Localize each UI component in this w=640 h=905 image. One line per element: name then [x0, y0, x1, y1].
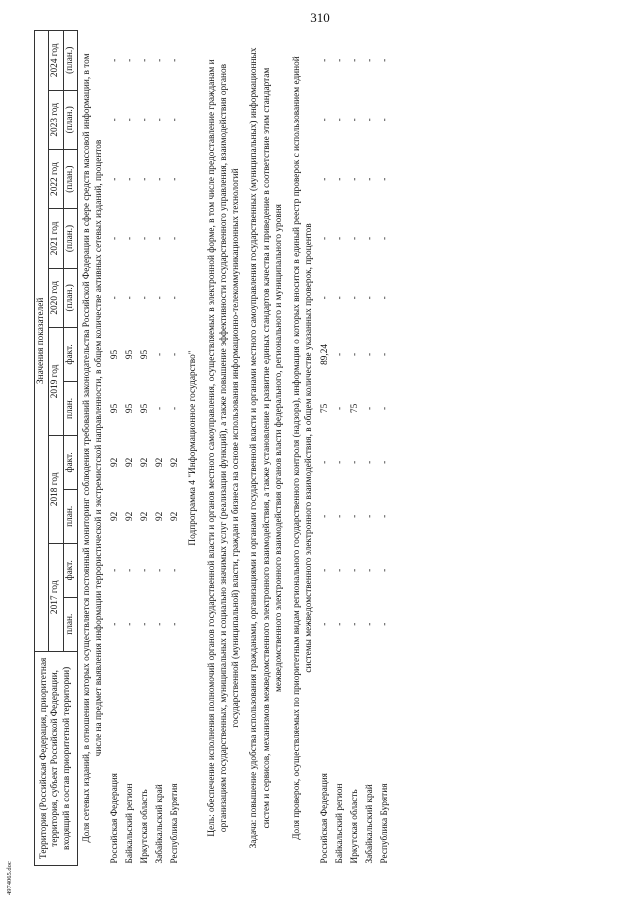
value-cell: - [335, 514, 346, 518]
value-cell: - [380, 514, 391, 518]
value-cell: - [320, 118, 331, 122]
value-cell: - [125, 118, 136, 122]
value-cell: 92 [155, 457, 166, 468]
value-cell: - [155, 236, 166, 241]
value-cell: - [140, 568, 151, 572]
value-cell: - [380, 118, 391, 122]
value-cell: - [335, 622, 346, 626]
section-title: Доля сетевых изданий, в отношении которых осуществляется постоянный мониторинг соблюдения требований законодательства Российской Федерации в сфере средств массовой информации, в том числе на предмет выявления информации террористической и экстремистской направленности, в общем количестве активных сетевых изданий, процентов [81, 53, 105, 843]
value-cell: - [335, 406, 346, 410]
task-row [245, 31, 288, 866]
territory-name: Российская Федерация [320, 773, 331, 864]
value-cell: - [125, 177, 136, 181]
fact-header: факт. [63, 327, 77, 381]
value-cell: - [155, 58, 166, 62]
value-cell: - [380, 460, 391, 464]
value-cell: - [170, 352, 181, 357]
value-cell: - [350, 296, 361, 300]
year-header: 2023 год [49, 90, 63, 149]
table-row [349, 31, 364, 866]
value-cell: 92 [140, 511, 151, 521]
value-cell: - [380, 352, 391, 357]
value-cell: - [335, 352, 346, 357]
value-cell: 75 [320, 403, 331, 414]
value-cell: - [350, 118, 361, 122]
value-cell: - [110, 177, 121, 181]
value-cell: - [335, 236, 346, 241]
value-cell: - [110, 58, 121, 62]
value-cell: - [170, 296, 181, 300]
plan-header: план. [63, 489, 77, 543]
value-cell: - [110, 236, 121, 241]
value-cell: - [110, 296, 121, 300]
value-cell: 95 [110, 403, 121, 414]
plan-header: план. [63, 597, 77, 651]
table-row [154, 31, 169, 866]
value-cell: - [320, 568, 331, 572]
value-cell: - [350, 514, 361, 518]
indicators-table [34, 30, 394, 866]
value-cell: - [125, 622, 136, 626]
value-cell: - [365, 236, 376, 241]
value-cell: - [380, 236, 391, 241]
value-cell: - [125, 236, 136, 241]
subprogram-row [184, 31, 203, 866]
year-header: 2024 год [49, 31, 63, 91]
value-cell: - [335, 568, 346, 572]
value-cell: 92 [170, 511, 181, 521]
goal-text: Цель: обеспечение исполнения полномочий органов государственной власти и органов местного самоуправления, осуществляемых в электронной форме, в том числе предоставление гражданам и организациям государственных, муниципальных и социально значимых услуг (реализации функций), а также повышение эффективности государственного управления, взаимодействия органов государственной (муниципальной) власти, граждан и бизнеса на основе использования информационно-телекоммуникационных технологий [206, 59, 242, 837]
table-row [124, 31, 139, 866]
value-cell: - [365, 568, 376, 572]
territory-name: Российская Федерация [110, 773, 121, 864]
territory-name: Забайкальский край [155, 784, 166, 864]
indicators-header: Значения показателей [35, 31, 49, 652]
value-cell: - [170, 58, 181, 62]
year-header: 2019 год [49, 327, 63, 435]
value-cell: - [155, 352, 166, 357]
value-cell: - [335, 58, 346, 62]
value-cell: - [365, 58, 376, 62]
year-header: 2020 год [49, 268, 63, 327]
value-cell: - [365, 514, 376, 518]
value-cell: 95 [125, 349, 136, 360]
territory-name: Республика Бурятия [380, 783, 391, 864]
value-cell: - [365, 177, 376, 181]
table-row [169, 31, 184, 866]
value-cell: - [110, 622, 121, 626]
territory-header: Территория (Российская Федерация, приоритетная территория, субъект Российской Федерации, входящий в состав приоритетной территории) [35, 651, 78, 865]
value-cell: - [380, 622, 391, 626]
rotated-page [34, 30, 622, 866]
value-cell: - [170, 118, 181, 122]
year-header: 2017 год [49, 543, 63, 651]
table-row [319, 31, 334, 866]
value-cell: - [155, 118, 166, 122]
table-row [139, 31, 154, 866]
value-cell: - [320, 622, 331, 626]
page-number: 310 [310, 10, 330, 25]
value-cell: - [155, 406, 166, 410]
fact-header: факт. [63, 543, 77, 597]
year-header: 2018 год [49, 435, 63, 543]
table-body [77, 31, 393, 866]
task-text: Задача: повышение удобства использования гражданами, организациями и органами государственной власти и органами местного самоуправления государственных (муниципальных) информационных систем и сервисов, механизмов межведомственного электронного взаимодействия, а также установление и развитие единых стандартов качества и приведение в соответствие этим стандартам межведомственного электронного взаимодействия органов власти федерального, регионального и муниципального уровня [249, 47, 284, 849]
value-cell: 92 [170, 457, 181, 468]
section-title-row [77, 31, 108, 866]
value-cell: - [365, 296, 376, 300]
territory-name: Иркутская область [140, 789, 151, 864]
value-cell: 89,24 [320, 344, 331, 365]
value-cell: - [320, 58, 331, 62]
value-cell: - [335, 296, 346, 300]
value-cell: - [320, 460, 331, 464]
territory-name: Республика Бурятия [170, 783, 181, 864]
value-cell: 92 [110, 511, 121, 521]
value-cell: - [350, 177, 361, 181]
value-cell: - [170, 177, 181, 181]
value-cell: - [155, 177, 166, 181]
value-cell: - [365, 118, 376, 122]
value-cell: 95 [110, 349, 121, 360]
value-cell: - [170, 568, 181, 572]
section-title: Доля проверок, осуществляемых по приоритетным видам регионального государственного контроля (надзора), информация о которых вносится в единый реестр проверок с использованием единой системы межведомственного электронного взаимодействия, в общем количестве указанных проверок, процентов [292, 56, 315, 840]
value-cell: - [350, 352, 361, 357]
value-cell: - [320, 514, 331, 518]
value-cell: 92 [125, 457, 136, 468]
value-cell: - [125, 58, 136, 62]
value-cell: - [125, 568, 136, 572]
value-cell: - [335, 460, 346, 464]
value-cell: 95 [140, 403, 151, 414]
value-cell: - [320, 177, 331, 181]
value-cell: - [335, 118, 346, 122]
value-cell: - [365, 352, 376, 357]
value-cell: 92 [140, 457, 151, 468]
value-cell: - [140, 296, 151, 300]
fact-header: факт. [63, 435, 77, 489]
value-cell: - [170, 622, 181, 626]
value-cell: - [350, 622, 361, 626]
plan-header: (план.) [63, 90, 77, 149]
value-cell: - [155, 296, 166, 300]
plan-header: (план.) [63, 268, 77, 327]
value-cell: - [170, 406, 181, 410]
value-cell: - [380, 568, 391, 572]
subprogram-title: Подпрограмма 4 "Информационное государство" [187, 350, 198, 546]
table-header [35, 31, 78, 866]
value-cell: - [365, 622, 376, 626]
value-cell: - [140, 236, 151, 241]
year-header: 2022 год [49, 149, 63, 208]
value-cell: - [365, 460, 376, 464]
value-cell: 95 [125, 403, 136, 414]
value-cell: - [380, 296, 391, 300]
territory-name: Байкальский регион [335, 783, 346, 864]
value-cell: 75 [350, 403, 361, 414]
plan-header: (план.) [63, 31, 77, 91]
value-cell: - [140, 177, 151, 181]
value-cell: - [380, 406, 391, 410]
value-cell: - [140, 118, 151, 122]
year-header: 2021 год [49, 209, 63, 268]
value-cell: - [320, 296, 331, 300]
territory-name: Забайкальский край [365, 784, 376, 864]
value-cell: - [320, 236, 331, 241]
value-cell: - [110, 118, 121, 122]
value-cell: 92 [125, 511, 136, 521]
plan-header: (план.) [63, 149, 77, 208]
goal-row [203, 31, 246, 866]
value-cell: - [140, 58, 151, 62]
value-cell: - [365, 406, 376, 410]
value-cell: - [155, 568, 166, 572]
value-cell: 92 [155, 511, 166, 521]
value-cell: - [350, 58, 361, 62]
value-cell: - [350, 236, 361, 241]
value-cell: - [335, 177, 346, 181]
plan-header: план. [63, 381, 77, 435]
value-cell: - [110, 568, 121, 572]
table-row [364, 31, 379, 866]
territory-name: Иркутская область [350, 789, 361, 864]
plan-header: (план.) [63, 209, 77, 268]
table-row [334, 31, 349, 866]
value-cell: - [350, 460, 361, 464]
value-cell: - [350, 568, 361, 572]
value-cell: - [125, 296, 136, 300]
value-cell: - [155, 622, 166, 626]
value-cell: - [380, 58, 391, 62]
document-reference: 4974065.doc [6, 861, 13, 895]
territory-name: Байкальский регион [125, 783, 136, 864]
table-row [379, 31, 394, 866]
value-cell: - [380, 177, 391, 181]
value-cell: - [140, 622, 151, 626]
value-cell: 95 [140, 349, 151, 360]
table-row [109, 31, 124, 866]
value-cell: - [170, 236, 181, 241]
section-title-row [288, 31, 319, 866]
value-cell: 92 [110, 457, 121, 468]
